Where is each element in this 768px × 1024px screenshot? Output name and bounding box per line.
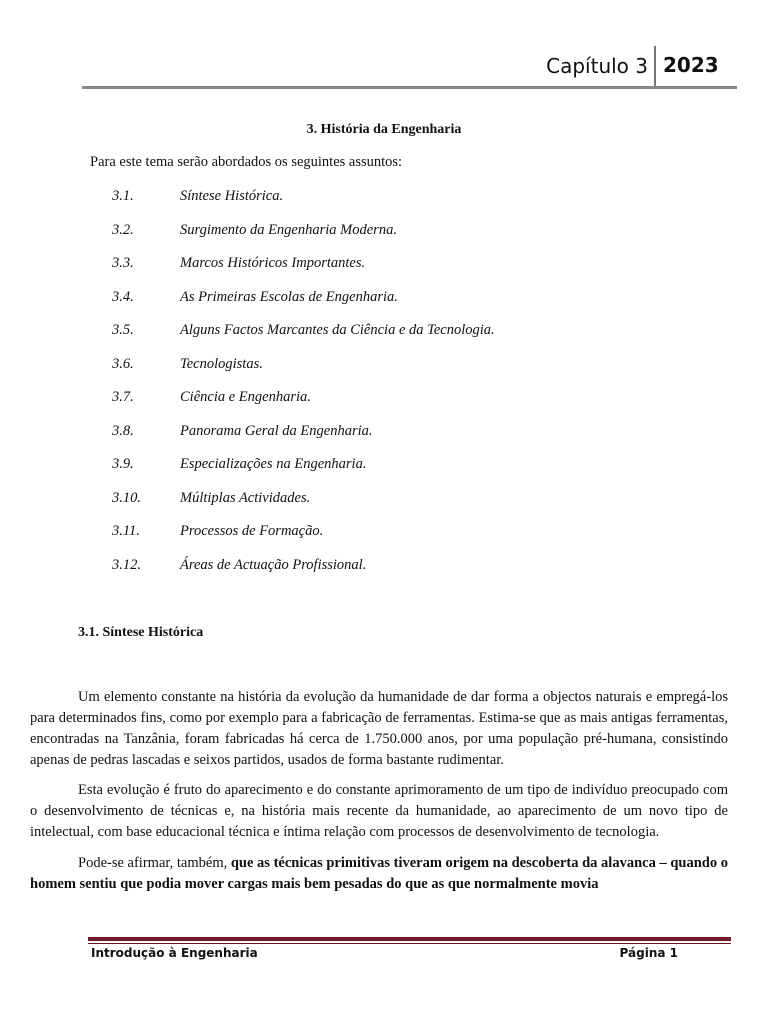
topic-title: Tecnologistas. [180,355,263,372]
topic-title: Especializações na Engenharia. [180,456,367,472]
paragraph: Esta evolução é fruto do aparecimento e do constante aprimoramento de um tipo de indivíduo preocupado com o desenvolvimento de técnicas e, na história mais recente da humanidade, ao aparecimento de um novo tipo de intelectual, com base educacional técnica e íntima relação com processos de desenvolvimento de tecnologia. [30,782,728,840]
topic-number: 3.9. [112,456,134,472]
topic-number: 3.4. [112,288,134,305]
topic-item [112,423,495,457]
section-title: 3. História da Engenharia [306,122,462,137]
topic-item [112,557,495,591]
page-number: Página 1 [619,946,678,960]
topic-title: As Primeiras Escolas de Engenharia. [180,288,398,305]
paragraph [30,853,728,895]
topic-item [112,188,495,222]
topic-item [112,356,495,390]
topic-item [112,289,495,323]
topic-number: 3.8. [112,422,134,439]
header-rule [82,86,737,89]
topic-title: Marcos Históricos Importantes. [180,255,366,271]
topic-title: Síntese Histórica. [180,188,284,204]
paragraph-lead: Pode-se afirmar, também, [78,855,231,871]
topic-title: Surgimento da Engenharia Moderna. [180,221,397,238]
topic-number: 3.6. [112,355,134,372]
paragraph-emphasis: que as técnicas primitivas tiveram origem na descoberta da alavanca – quando o homem sentiu que podia mover cargas mais bem pesadas do que as que normalmente movia [30,855,728,892]
body-text [30,687,728,904]
header-divider [654,46,656,88]
topic-item [112,490,495,524]
topic-title: Panorama Geral da Engenharia. [180,422,373,439]
topic-title: Ciência e Engenharia. [180,389,311,405]
footer-rule-thin [88,943,731,944]
topic-title: Processos de Formação. [180,523,324,539]
topic-item [112,222,495,256]
topic-title: Áreas de Actuação Profissional. [180,556,367,573]
year-label: 2023 [663,53,719,77]
topic-number: 3.11. [112,523,140,539]
topic-item [112,322,495,356]
topic-item [112,523,495,557]
topic-item [112,389,495,423]
topic-number: 3.7. [112,389,134,405]
topic-number: 3.12. [112,556,141,573]
subsection-title: 3.1. Síntese Histórica [78,625,204,640]
topic-title: Alguns Factos Marcantes da Ciência e da Tecnologia. [180,322,495,338]
topic-list [112,188,495,590]
paragraph: Um elemento constante na história da evolução da humanidade de dar forma a objectos naturais e empregá-los para determinados fins, como por exemplo para a fabricação de ferramentas. Estima-se que as mais antigas ferramentas, encontradas na Tanzânia, foram fabricadas há cerca de 1.750.000 anos, por uma população pré-humana, consistindo apenas de pedras lascadas e seixos partidos, usados de forma bastante rudimentar. [30,689,728,768]
topic-number: 3.1. [112,188,134,204]
topic-number: 3.3. [112,255,134,271]
topic-number: 3.2. [112,221,134,238]
topic-number: 3.10. [112,489,141,506]
intro-text: Para este tema serão abordados os seguintes assuntos: [90,154,403,170]
page-header [0,0,768,92]
topic-title: Múltiplas Actividades. [180,489,311,506]
footer-title: Introdução à Engenharia [91,946,258,960]
topic-item [112,255,495,289]
topic-item [112,456,495,490]
chapter-label: Capítulo 3 [546,54,648,78]
footer-rule [88,937,731,941]
topic-number: 3.5. [112,322,134,338]
